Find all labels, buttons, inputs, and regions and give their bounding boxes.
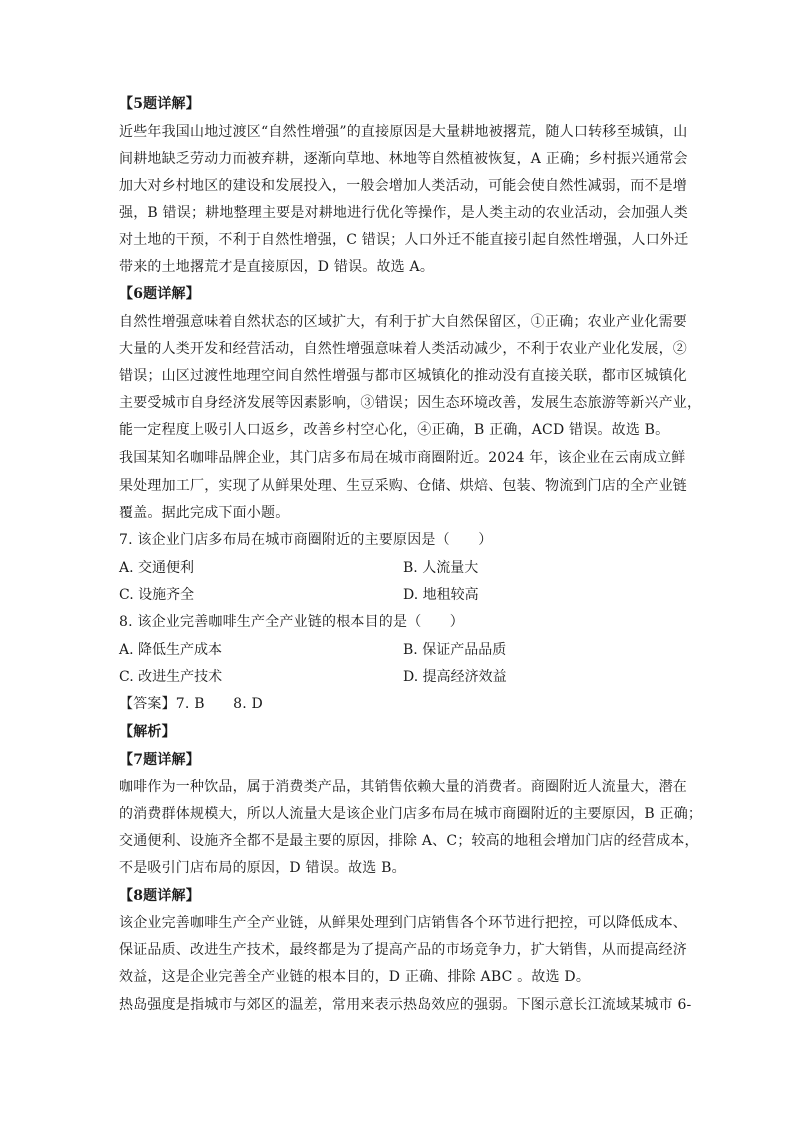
q6-detail-line: 自然性增强意味着自然状态的区域扩大，有利于扩大自然保留区，①正确；农业产业化需要 <box>119 314 687 330</box>
q6-detail-heading: 【6题详解】 <box>119 286 200 302</box>
q8-detail-heading: 【8题详解】 <box>119 888 200 904</box>
q7-detail-heading: 【7题详解】 <box>119 752 200 768</box>
q8-detail-line: 保证品质、改进生产技术，最终都是为了提高产品的市场竞争力，扩大销售，从而提高经济 <box>119 942 687 958</box>
q6-detail-line: 大量的人类开发和经营活动，自然性增强意味着人类活动减少，不利于农业产业化发展，② <box>119 341 687 357</box>
question-7-option-d: D. 地租较高 <box>403 587 479 603</box>
q5-detail-line: 加大对乡村地区的建设和发展投入，一般会增加人类活动，可能会使自然性减弱，而不是增 <box>119 178 687 194</box>
q6-detail-line: 错误；山区过渡性地理空间自然性增强与都市区城镇化的推动没有直接关联，都市区城镇化 <box>119 368 687 384</box>
next-passage-line: 热岛强度是指城市与郊区的温差，常用来表示热岛效应的强弱。下图示意长江流域某城市 6- <box>119 997 692 1013</box>
question-8-option-a: A. 降低生产成本 <box>119 642 223 658</box>
q5-detail-line: 强，B 错误；耕地整理主要是对耕地进行优化等操作，是人类主动的农业活动，会加强人类 <box>119 205 688 221</box>
q8-detail-line: 该企业完善咖啡生产全产业链，从鲜果处理到门店销售各个环节进行把控，可以降低成本、 <box>119 915 687 931</box>
q5-detail-heading: 【5题详解】 <box>119 96 200 112</box>
question-8-option-c: C. 改进生产技术 <box>119 669 223 685</box>
passage-line: 覆盖。据此完成下面小题。 <box>119 505 290 521</box>
question-8-option-b: B. 保证产品品质 <box>403 642 507 658</box>
question-8-stem: 8. 该企业完善咖啡生产全产业链的根本目的是（ ） <box>119 614 465 630</box>
passage-line: 我国某知名咖啡品牌企业，其门店多布局在城市商圈附近。2024 年，该企业在云南成立鲜 <box>119 450 686 466</box>
question-7-option-a: A. 交通便利 <box>119 560 195 576</box>
q7-detail-line: 不是吸引门店布局的原因，D 错误。故选 B。 <box>119 860 406 876</box>
answer-line: 【答案】7. B 8. D <box>119 696 263 712</box>
q6-detail-line: 能一定程度上吸引人口返乡，改善乡村空心化，④正确，B 正确，ACD 错误。故选 B。 <box>119 422 670 438</box>
q5-detail-line: 近些年我国山地过渡区“自然性增强”的直接原因是大量耕地被撂荒，随人口转移至城镇，山 <box>119 124 688 140</box>
q7-detail-line: 交通便利、设施齐全都不是最主要的原因，排除 A、C；较高的地租会增加门店的经营成本， <box>119 833 699 849</box>
question-8-option-d: D. 提高经济效益 <box>403 669 507 685</box>
q5-detail-line: 带来的土地撂荒才是直接原因，D 错误。故选 A。 <box>119 259 435 275</box>
q5-detail-line: 间耕地缺乏劳动力而被弃耕，逐渐向草地、林地等自然植被恢复，A 正确；乡村振兴通常会 <box>119 151 688 167</box>
q8-detail-line: 效益，这是企业完善全产业链的根本目的，D 正确、排除 ABC 。故选 D。 <box>119 969 591 985</box>
passage-line: 果处理加工厂，实现了从鲜果处理、生豆采购、仓储、烘焙、包装、物流到门店的全产业链 <box>119 478 687 494</box>
q7-detail-line: 咖啡作为一种饮品，属于消费类产品，其销售依赖大量的消费者。商圈附近人流量大，潜在 <box>119 779 687 795</box>
analysis-heading: 【解析】 <box>119 724 176 740</box>
question-7-option-c: C. 设施齐全 <box>119 587 195 603</box>
q6-detail-line: 主要受城市自身经济发展等因素影响，③错误；因生态环境改善，发展生态旅游等新兴产业， <box>119 395 702 411</box>
question-7-option-b: B. 人流量大 <box>403 560 479 576</box>
question-7-stem: 7. 该企业门店多布局在城市商圈附近的主要原因是（ ） <box>119 532 493 548</box>
q7-detail-line: 的消费群体规模大，所以人流量大是该企业门店多布局在城市商圈附近的主要原因，B 正确； <box>119 806 703 822</box>
q5-detail-line: 对土地的干预，不利于自然性增强，C 错误；人口外迁不能直接引起自然性增强，人口外迁 <box>119 232 689 248</box>
